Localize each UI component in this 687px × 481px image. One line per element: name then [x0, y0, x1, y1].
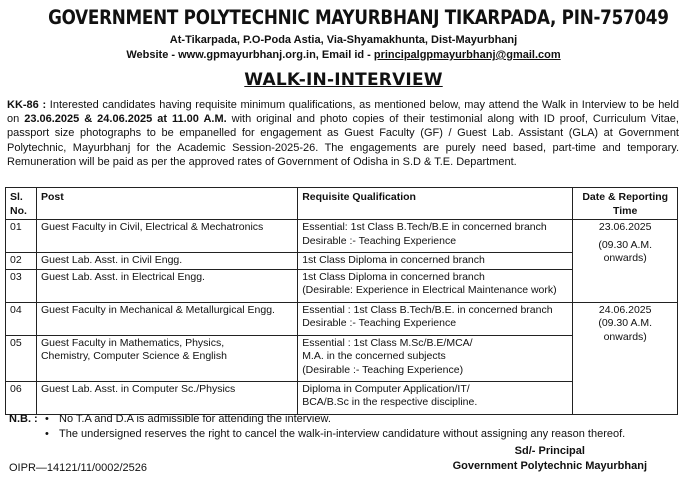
row-post: Guest Lab. Asst. in Computer Sc./Physics	[36, 381, 297, 414]
notice-heading: WALK-IN-INTERVIEW	[244, 70, 443, 90]
interview-dates: 23.06.2025 & 24.06.2025 at 11.00 A.M.	[24, 113, 227, 126]
signatory-title: Sd/- Principal	[514, 445, 585, 457]
intro-text-2: with original and photo copies of their testimonial along with ID proof, Curriculum Vitae, passport size photographs to be empanelled for engagement as Guest Faculty (GF) / Guest Lab. Assistant (GLA) at Government Polytechnic, Mayurbhanj for the Academic Session-2025-26. The engagements are purely need based, part-time and temporary. Remuneration will be paid as per the approved rates of Government of Odisha in S.D & T.E. Department.	[7, 113, 679, 168]
oipr-number: OIPR—14121/11/0002/2526	[9, 462, 148, 474]
row-qualification: Essential : 1st Class M.Sc/B.E/MCA/ M.A. in the concerned subjects (Desirable :- Teaching Experience)	[298, 335, 573, 381]
header-post: Post	[36, 188, 297, 220]
date-cell-1: 23.06.2025 (09.30 A.M. onwards)	[573, 220, 678, 303]
row-post: Guest Faculty in Civil, Electrical & Mechatronics	[36, 220, 297, 253]
notice-intro	[7, 98, 679, 169]
institution-address: At-Tikarpada, P.O-Poda Astia, Via-Shyamakhunta, Dist-Mayurbhanj	[169, 34, 518, 46]
website-text: Website - www.gpmayurbhanj.org.in, Email id -	[126, 49, 374, 61]
intro-text-1: Interested candidates having requisite minimum qualifications, as mentioned below, may attend the Walk in Interview to be held on	[7, 99, 679, 126]
row-qualification: 1st Class Diploma in concerned branch (Desirable: Experience in Electrical Maintenance work)	[298, 269, 573, 302]
table-row	[6, 220, 678, 253]
row-post: Guest Faculty in Mathematics, Physics, Chemistry, Computer Science & English	[36, 335, 297, 381]
row-sl: 03	[6, 269, 37, 302]
notes-section	[9, 412, 625, 442]
row-post: Guest Lab. Asst. in Electrical Engg.	[36, 269, 297, 302]
note-text: The undersigned reserves the right to cancel the walk-in-interview candidature without assigning any reason thereof.	[59, 428, 626, 440]
email-link[interactable]: principalgpmayurbhanj@gmail.com	[373, 49, 561, 61]
note-item	[9, 427, 625, 442]
row-sl: 06	[6, 381, 37, 414]
row-qualification: Diploma in Computer Application/IT/ BCA/B.Sc in the respective discipline.	[298, 381, 573, 414]
bullet-icon: •	[45, 413, 49, 425]
header-qualification: Requisite Qualification	[298, 188, 573, 220]
signatory-office: Government Polytechnic Mayurbhanj	[452, 460, 647, 472]
date-cell-2: 24.06.2025 (09.30 A.M. onwards)	[573, 302, 678, 414]
header-date: Date & Reporting Time	[573, 188, 678, 220]
posts-table	[5, 187, 678, 415]
notice-ref: KK-86 :	[7, 99, 47, 111]
row-sl: 02	[6, 253, 37, 270]
contact-line	[0, 49, 687, 61]
note-item	[9, 412, 625, 427]
bullet-icon: •	[45, 428, 49, 440]
row-sl: 04	[6, 302, 37, 335]
table-row	[6, 302, 678, 335]
header-sl: Sl. No.	[6, 188, 37, 220]
row-post: Guest Lab. Asst. in Civil Engg.	[36, 253, 297, 270]
row-qualification: Essential: 1st Class B.Tech/B.E in concerned branch Desirable :- Teaching Experience	[298, 220, 573, 253]
row-sl: 05	[6, 335, 37, 381]
signature-block	[453, 444, 647, 474]
row-qualification: Essential : 1st Class B.Tech/B.E. in concerned branch Desirable :- Teaching Experience	[298, 302, 573, 335]
institution-title: GOVERNMENT POLYTECHNIC MAYURBHANJ TIKARPADA, PIN-757049	[48, 6, 669, 29]
note-text: No T.A and D.A is admissible for attending the interview.	[59, 413, 331, 425]
table-header-row	[6, 188, 678, 220]
row-sl: 01	[6, 220, 37, 253]
row-post: Guest Faculty in Mechanical & Metallurgical Engg.	[36, 302, 297, 335]
notes-label: N.B. :	[9, 413, 38, 425]
row-qualification: 1st Class Diploma in concerned branch	[298, 253, 573, 270]
